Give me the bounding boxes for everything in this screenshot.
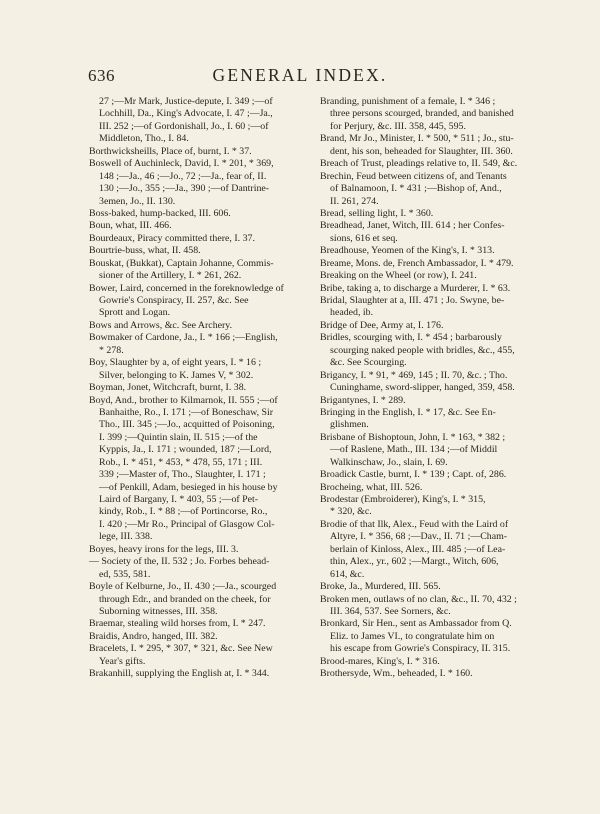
index-entry: Boun, what, III. 466. <box>89 220 172 232</box>
index-entry: Broadick Castle, burnt, I. * 139 ; Capt. of, 286. <box>320 469 507 481</box>
index-entry-continuation: 614, &c. <box>330 568 365 580</box>
page-number: 636 <box>88 66 115 85</box>
index-entry: Bridge of Dee, Army at, I. 176. <box>320 319 444 331</box>
index-entry-continuation: Tho., III. 345 ;—Jo., acquitted of Poisoning, <box>99 419 275 431</box>
index-entry-continuation: Laird of Bargany, I. * 403, 55 ;—of Pet- <box>99 494 259 505</box>
index-entry: Boyman, Jonet, Witchcraft, burnt, I. 38. <box>89 382 247 394</box>
index-entry: Braemar, stealing wild horses from, I. * 247. <box>89 618 266 630</box>
index-entry-continuation: Banhaithe, Ro., I. 171 ;—of Boneschaw, Sir <box>99 406 274 418</box>
index-entry-continuation: through Edr., and branded on the cheek, for <box>99 593 271 605</box>
index-entry-continuation: his escape from Gowrie's Conspiracy, II. 315. <box>330 643 511 655</box>
index-entry-continuation: Altyre, I. * 356, 68 ;—Dav., II. 71 ;—Cham- <box>330 531 508 543</box>
index-entry: Bower, Laird, concerned in the foreknowledge of <box>89 282 284 294</box>
index-entry: Boy, Slaughter by a, of eight years, I. * 16 ; <box>89 357 262 369</box>
index-entry-continuation: sions, 616 et seq. <box>330 232 398 244</box>
index-entry: Borthwicksheills, Place of, burnt, I. * 37. <box>89 145 252 157</box>
index-entry: Broke, Ja., Murdered, III. 565. <box>320 581 441 593</box>
index-entry-continuation: &c. See Scourging. <box>330 357 407 369</box>
index-entry-continuation: ed, 535, 581. <box>99 568 151 580</box>
index-entry: Bridles, scourging with, I. * 454 ; barbarously <box>320 332 502 344</box>
index-entry-continuation: Sprott and Logan. <box>99 307 171 319</box>
index-column-left <box>89 96 312 681</box>
index-entry-continuation: Silver, belonging to K. James V, * 302. <box>99 369 254 381</box>
index-entry: — Society of the, II. 532 ; Jo. Forbes behead- <box>89 556 270 568</box>
index-column-right <box>320 96 544 681</box>
index-entry: Brigantynes, I. * 289. <box>320 394 406 406</box>
index-entry-continuation: lege, III. 338. <box>99 531 153 543</box>
index-entry: Braidis, Andro, hanged, III. 382. <box>89 630 218 642</box>
index-entry-continuation: of Balnamoon, I. * 431 ;—Bishop of, And., <box>330 183 502 195</box>
index-entry: Bourdeaux, Piracy committed there, I. 37. <box>89 232 255 244</box>
index-entry-continuation: kindy, Rob., I. * 88 ;—of Portincorse, Ro., <box>99 506 268 518</box>
index-entry-continuation: III. 364, 537. See Sorners, &c. <box>330 605 451 617</box>
index-entry: Branding, punishment of a female, I. * 346 ; <box>320 96 496 107</box>
index-entry-continuation: Eliz. to James VI., to congratulate him on <box>330 630 495 642</box>
index-entry: Brakanhill, supplying the English at, I. * 344. <box>89 668 270 680</box>
index-entry-continuation: 148 ;—Ja., 46 ;—Jo., 72 ;—Ja., fear of, II. <box>99 170 267 182</box>
index-entry: Brand, Mr Jo., Minister, I. * 500, * 511 ; Jo., stu- <box>320 133 514 145</box>
index-entry: Bread, selling light, I. * 360. <box>320 207 434 219</box>
index-entry: Brocheing, what, III. 526. <box>320 481 423 493</box>
index-entry-continuation: Cuninghame, sword-slipper, hanged, 359, 458. <box>330 382 515 394</box>
index-entry: Bows and Arrows, &c. See Archery. <box>89 319 233 331</box>
index-entry-continuation: Year's gifts. <box>99 655 146 667</box>
index-entry: Breadhead, Janet, Witch, III. 614 ; her Confes- <box>320 220 505 232</box>
index-entry: Brodie of that Ilk, Alex., Feud with the Laird of <box>320 518 509 530</box>
index-entry: Breadhouse, Yeomen of the King's, I. * 313. <box>320 245 495 257</box>
index-entry-continuation: scourging naked people with bridles, &c., 455, <box>330 344 515 356</box>
index-entry: Brothersyde, Wm., beheaded, I. * 160. <box>320 668 473 680</box>
index-entry: Bridal, Slaughter at a, III. 471 ; Jo. Swyne, be- <box>320 295 505 306</box>
index-entry-continuation: * 320, &c. <box>330 506 372 518</box>
index-entry-continuation: I. 420 ;—Mr Ro., Principal of Glasgow Col- <box>99 518 275 530</box>
page-title: GENERAL INDEX. <box>212 65 388 85</box>
index-entry-continuation: —of Raslene, Math., III. 134 ;—of Middil <box>330 444 498 456</box>
index-entry: Bowmaker of Cardone, Ja., I. * 166 ;—English, <box>89 332 278 344</box>
index-entry-continuation: Suborning witnesses, III. 358. <box>99 605 218 617</box>
index-entry-continuation: I. 399 ;—Quintin slain, II. 515 ;—of the <box>99 431 258 443</box>
index-entry-continuation: Kyppis, Ja., I. 171 ; wounded, 187 ;—Lord, <box>99 444 272 456</box>
index-entry: Bronkard, Sir Hen., sent as Ambassador from Q. <box>320 618 512 630</box>
index-entry-continuation: Middleton, Tho., I. 84. <box>99 133 189 145</box>
index-entry: Bouskat, (Bukkat), Captain Johanne, Commis- <box>89 257 274 269</box>
index-entry: Brigancy, I. * 91, * 469, 145 ; II. 70, &c. ; Tho. <box>320 369 508 381</box>
index-entry-continuation: Rob., I. * 451, * 453, * 478, 55, 171 ; III. <box>99 456 263 468</box>
index-entry-continuation: —of Penkill, Adam, besieged in his house by <box>99 481 278 493</box>
index-entry: Breame, Mons. de, French Ambassador, I. * 479. <box>320 257 514 269</box>
index-entry-continuation: three persons scourged, branded, and banished <box>330 108 514 120</box>
index-entry: Boyle of Kelburne, Jo., II. 430 ;—Ja., scourged <box>89 581 277 593</box>
index-entry: Brodestar (Embroiderer), King's, I. * 315, <box>320 494 486 505</box>
index-entry-continuation: thin, Alex., yr., 602 ;—Margt., Witch, 606, <box>330 556 499 568</box>
index-entry-continuation: III. 252 ;—of Gordonishall, Jo., I. 60 ;—of <box>99 120 269 132</box>
index-entry-continuation: berlain of Kinloss, Alex., III. 485 ;—of Lea- <box>330 543 506 555</box>
index-entry-continuation: II. 261, 274. <box>330 195 379 207</box>
index-entry: Breach of Trust, pleadings relative to, II. 549, &c. <box>320 158 518 170</box>
index-entry: Bribe, taking a, to discharge a Murderer, I. * 63. <box>320 282 511 294</box>
index-entry: Bourtrie-buss, what, II. 458. <box>89 245 201 257</box>
index-entry-continuation: for Perjury, &c. III. 358, 445, 595. <box>330 120 466 132</box>
index-entry: Brechin, Feud between citizens of, and Tenants <box>320 170 507 182</box>
index-entry-continuation: Gowrie's Conspiracy, II. 257, &c. See <box>99 295 249 306</box>
index-entry-continuation: sioner of the Artillery, I. * 261, 262. <box>99 270 242 282</box>
index-entry-continuation: glishmen. <box>330 419 369 431</box>
index-entry: Boyd, And., brother to Kilmarnok, II. 555 ;—of <box>89 394 278 406</box>
index-entry-continuation: * 278. <box>99 344 124 356</box>
index-entry-continuation: 3emen, Jo., II. 130. <box>99 195 176 207</box>
index-entry-continuation: 27 ;—Mr Mark, Justice-depute, I. 349 ;—of <box>99 96 273 107</box>
index-entry-continuation: Walkinschaw, Jo., slain, I. 69. <box>330 456 448 468</box>
index-entry: Breaking on the Wheel (or row), I. 241. <box>320 270 477 282</box>
index-entry: Broken men, outlaws of no clan, &c., II. 70, 432 ; <box>320 593 517 605</box>
index-entry: Brood-mares, King's, I. * 316. <box>320 655 440 667</box>
index-entry: Bringing in the English, I. * 17, &c. See En- <box>320 406 496 418</box>
index-entry-continuation: Lochhill, Da., King's Advocate, I. 47 ;—Ja., <box>99 108 273 120</box>
index-entry-continuation: dent, his son, beheaded for Slaughter, III. 360. <box>330 145 513 157</box>
index-entry-continuation: 130 ;—Jo., 355 ;—Ja., 390 ;—of Dantrine- <box>99 183 270 195</box>
index-entry: Boss-baked, hump-backed, III. 606. <box>89 207 231 219</box>
index-entry-continuation: headed, ib. <box>330 307 374 319</box>
index-entry: Boswell of Auchinleck, David, I. * 201, * 369, <box>89 158 274 170</box>
index-entry-continuation: 339 ;—Master of, Tho., Slaughter, I. 171 ; <box>99 469 266 481</box>
index-entry: Brisbane of Bishoptoun, John, I. * 163, * 382 ; <box>320 431 506 443</box>
index-entry: Boyes, heavy irons for the legs, III. 3. <box>89 543 239 555</box>
index-entry: Bracelets, I. * 295, * 307, * 321, &c. See New <box>89 643 273 655</box>
